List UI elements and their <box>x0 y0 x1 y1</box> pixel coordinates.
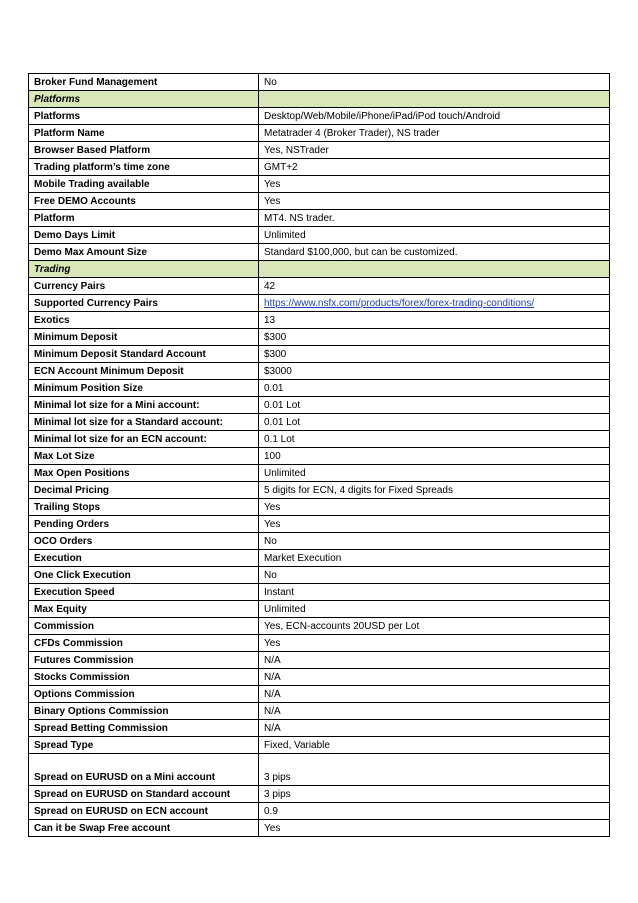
row-label: Trading platform’s time zone <box>29 159 259 176</box>
row-value: $300 <box>259 329 610 346</box>
row-label: Platform Name <box>29 125 259 142</box>
table-row <box>29 227 610 244</box>
row-label: Demo Days Limit <box>29 227 259 244</box>
row-value: N/A <box>259 720 610 737</box>
table-row <box>29 108 610 125</box>
row-value: Fixed, Variable <box>259 737 610 754</box>
table-row <box>29 786 610 803</box>
row-label: Pending Orders <box>29 516 259 533</box>
table-row <box>29 329 610 346</box>
table-row <box>29 754 610 786</box>
row-label: Free DEMO Accounts <box>29 193 259 210</box>
row-value: Unlimited <box>259 465 610 482</box>
row-label: Decimal Pricing <box>29 482 259 499</box>
table-row <box>29 737 610 754</box>
row-value: Yes <box>259 820 610 837</box>
row-value: 0.9 <box>259 803 610 820</box>
row-label: ECN Account Minimum Deposit <box>29 363 259 380</box>
row-label: Trailing Stops <box>29 499 259 516</box>
row-value: N/A <box>259 686 610 703</box>
row-label: Currency Pairs <box>29 278 259 295</box>
row-label: Commission <box>29 618 259 635</box>
row-value: 0.1 Lot <box>259 431 610 448</box>
table-row <box>29 618 610 635</box>
table-row <box>29 720 610 737</box>
row-label: Mobile Trading available <box>29 176 259 193</box>
table-row <box>29 363 610 380</box>
row-label: Can it be Swap Free account <box>29 820 259 837</box>
table-row <box>29 448 610 465</box>
row-label: Demo Max Amount Size <box>29 244 259 261</box>
table-row <box>29 125 610 142</box>
row-value: 3 pips <box>259 786 610 803</box>
row-value: Yes <box>259 635 610 652</box>
section-title: Platforms <box>29 91 259 108</box>
row-label: Minimum Position Size <box>29 380 259 397</box>
table-row <box>29 244 610 261</box>
row-value: Yes <box>259 193 610 210</box>
table-row <box>29 431 610 448</box>
table-row <box>29 652 610 669</box>
row-value-cell <box>259 295 610 312</box>
row-value: 0.01 Lot <box>259 414 610 431</box>
row-value: Yes, NSTrader <box>259 142 610 159</box>
section-header-row <box>29 91 610 108</box>
row-label: Execution Speed <box>29 584 259 601</box>
row-value: 42 <box>259 278 610 295</box>
row-value: Yes <box>259 499 610 516</box>
table-row <box>29 499 610 516</box>
section-title: Trading <box>29 261 259 278</box>
row-value: MT4. NS trader. <box>259 210 610 227</box>
table-row <box>29 210 610 227</box>
row-value: Desktop/Web/Mobile/iPhone/iPad/iPod touch/Android <box>259 108 610 125</box>
row-value: 5 digits for ECN, 4 digits for Fixed Spreads <box>259 482 610 499</box>
table-row <box>29 278 610 295</box>
row-value: Yes, ECN-accounts 20USD per Lot <box>259 618 610 635</box>
row-label: Spread on EURUSD on ECN account <box>29 803 259 820</box>
row-label: One Click Execution <box>29 567 259 584</box>
row-value: $300 <box>259 346 610 363</box>
row-label: Supported Currency Pairs <box>29 295 259 312</box>
row-value: N/A <box>259 669 610 686</box>
row-label: Platforms <box>29 108 259 125</box>
table-row <box>29 312 610 329</box>
table-row <box>29 516 610 533</box>
row-label: Minimum Deposit Standard Account <box>29 346 259 363</box>
row-label: Max Lot Size <box>29 448 259 465</box>
row-value: 3 pips <box>259 754 610 786</box>
row-value: Standard $100,000, but can be customized. <box>259 244 610 261</box>
table-row <box>29 159 610 176</box>
table-row <box>29 635 610 652</box>
row-label: Max Equity <box>29 601 259 618</box>
row-value: Metatrader 4 (Broker Trader), NS trader <box>259 125 610 142</box>
row-value: N/A <box>259 652 610 669</box>
section-value-cell <box>259 261 610 278</box>
row-value: Yes <box>259 516 610 533</box>
row-label: OCO Orders <box>29 533 259 550</box>
supported-pairs-link[interactable]: https://www.nsfx.com/products/forex/forex-trading-conditions/ <box>264 298 535 309</box>
row-value: No <box>259 533 610 550</box>
row-value: 13 <box>259 312 610 329</box>
row-value: No <box>259 567 610 584</box>
row-value: Yes <box>259 176 610 193</box>
table-row <box>29 74 610 91</box>
row-label: Exotics <box>29 312 259 329</box>
table-row <box>29 533 610 550</box>
row-label: Browser Based Platform <box>29 142 259 159</box>
row-label: Max Open Positions <box>29 465 259 482</box>
broker-info-table <box>28 73 610 837</box>
table-row <box>29 584 610 601</box>
row-label: Platform <box>29 210 259 227</box>
row-label: Spread Type <box>29 737 259 754</box>
row-label: Stocks Commission <box>29 669 259 686</box>
table-row <box>29 669 610 686</box>
table-row <box>29 142 610 159</box>
row-label: Minimal lot size for a Standard account: <box>29 414 259 431</box>
table-row <box>29 397 610 414</box>
table-row <box>29 703 610 720</box>
row-label: Spread on EURUSD on Standard account <box>29 786 259 803</box>
row-label: Binary Options Commission <box>29 703 259 720</box>
table-body <box>29 74 610 837</box>
table-row <box>29 380 610 397</box>
row-label: Spread Betting Commission <box>29 720 259 737</box>
table-row <box>29 176 610 193</box>
table-row <box>29 567 610 584</box>
row-label: Futures Commission <box>29 652 259 669</box>
table-row <box>29 295 610 312</box>
table-row <box>29 414 610 431</box>
section-value-cell <box>259 91 610 108</box>
table-row <box>29 193 610 210</box>
row-value: $3000 <box>259 363 610 380</box>
row-label: Minimal lot size for an ECN account: <box>29 431 259 448</box>
table-row <box>29 803 610 820</box>
row-label: Spread on EURUSD on a Mini account <box>29 754 259 786</box>
row-label: Minimum Deposit <box>29 329 259 346</box>
table-row <box>29 346 610 363</box>
row-value: Unlimited <box>259 227 610 244</box>
table-row <box>29 686 610 703</box>
row-value: Market Execution <box>259 550 610 567</box>
table-row <box>29 482 610 499</box>
row-label: Options Commission <box>29 686 259 703</box>
row-label: Minimal lot size for a Mini account: <box>29 397 259 414</box>
row-label: Broker Fund Management <box>29 74 259 91</box>
table-row <box>29 601 610 618</box>
table-row <box>29 820 610 837</box>
table-row <box>29 465 610 482</box>
section-header-row <box>29 261 610 278</box>
row-value: N/A <box>259 703 610 720</box>
row-label: CFDs Commission <box>29 635 259 652</box>
row-value: Unlimited <box>259 601 610 618</box>
row-value: 100 <box>259 448 610 465</box>
table-row <box>29 550 610 567</box>
row-value: GMT+2 <box>259 159 610 176</box>
row-value: 0.01 <box>259 380 610 397</box>
row-value: 0.01 Lot <box>259 397 610 414</box>
row-label: Execution <box>29 550 259 567</box>
row-value: Instant <box>259 584 610 601</box>
row-value: No <box>259 74 610 91</box>
